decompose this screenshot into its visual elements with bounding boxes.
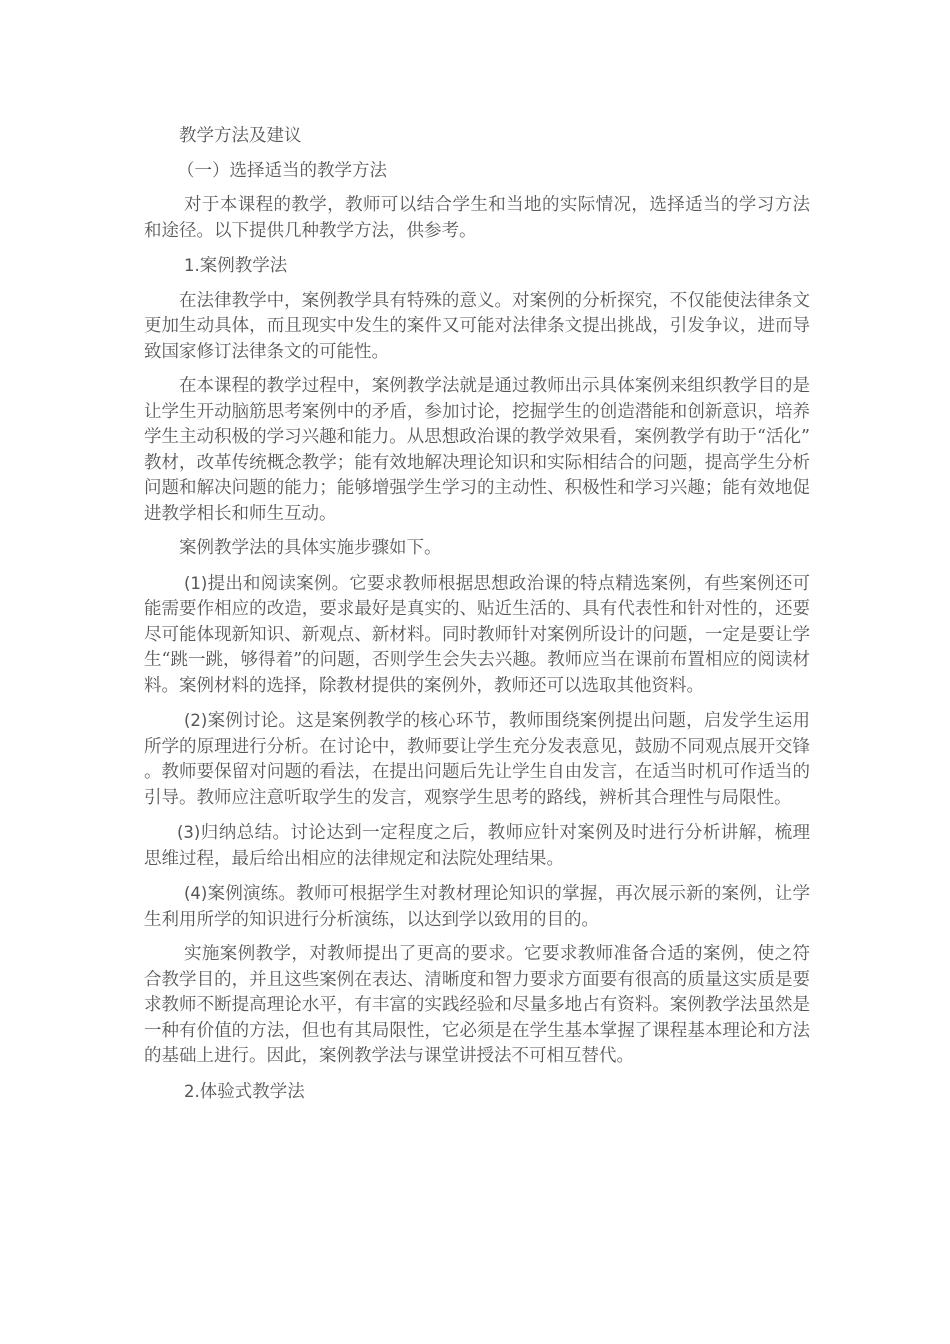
paragraph-2-text: 在本课程的教学过程中，案例教学法就是通过教师出示具体案例来组织教学目的是让学生开动脑筋思考案例中的矛盾，参加讨论，挖掘学生的创造潜能和创新意识，培养学生主动积极的学习兴趣和能力。从思想政治课的教学效果看，案例教学有助于“活化”教材，改革传统概念教学；能有效地解决理论知识和实际相结合的问题，提高学生分析问题和解决问题的能力；能够增强学生学习的主动性、积极性和学习兴趣；能有效地促进教学相长和师生互动。 xyxy=(144,376,810,524)
document-title xyxy=(144,124,810,150)
step-2-text: 案例讨论。这是案例教学的核心环节，教师围绕案例提出问题，启发学生运用所学的原理进行分析。在讨论中，教师要让学生充分发表意见，鼓励不同观点展开交锋。教师要保留对问题的看法，在提出问题后先让学生自由发言，在适当时机可作适当的引导。教师应注意听取学生的发言，观察学生思考的路线，辨析其合理性与局限性。 xyxy=(144,711,810,808)
step-4-text: 案例演练。教师可根据学生对教材理论知识的掌握，再次展示新的案例，让学生利用所学的知识进行分析演练，以达到学以致用的目的。 xyxy=(144,884,810,930)
intro-text: 对于本课程的教学，教师可以结合学生和当地的实际情况，选择适当的学习方法和途径。以下提供几种教学方法，供参考。 xyxy=(144,195,810,241)
paragraph-4-text: 实施案例教学，对教师提出了更高的要求。它要求教师准备合适的案例，使之符合教学目的，并且这些案例在表达、清晰度和智力要求方面要有很高的质量这实质是要求教师不断提高理论水平，有丰富的实践经验和尽量多地占有资料。案例教学法虽然是一种有价值的方法，但也有其局限性，它必须是在学生基本掌握了课程基本理论和方法的基础上进行。因此，案例教学法与课堂讲授法不可相互替代。 xyxy=(144,944,810,1066)
step-3-number: (3) xyxy=(177,823,201,842)
method-2-number: 2. xyxy=(184,1081,200,1101)
step-4-paragraph xyxy=(144,881,810,933)
method-1-title: 案例教学法 xyxy=(199,256,288,276)
step-1-text: 提出和阅读案例。它要求教师根据思想政治课的特点精选案例，有些案例还可能需要作相应的改造，要求最好是真实的、贴近生活的、具有代表性和针对性的，还要尽可能体现新知识、新观点、新材料。同时教师针对案例所设计的问题，一定是要让学生“跳一跳，够得着”的问题，否则学生会失去兴趣。教师应当在课前布置相应的阅读材料。案例材料的选择，除教材提供的案例外，教师还可以选取其他资料。 xyxy=(144,573,810,696)
paragraph-1-text: 在法律教学中，案例教学具有特殊的意义。对案例的分析探究，不仅能使法律条文更加生动具体，而且现实中发生的案件又可能对法律条文提出挑战，引发争议，进而导致国家修订法律条文的可能性。 xyxy=(144,290,810,362)
document-body xyxy=(144,124,810,1114)
method-1-heading xyxy=(144,253,810,280)
paragraph-1 xyxy=(144,289,810,366)
section-heading xyxy=(144,159,810,185)
section-heading-text: （一）选择适当的教学方法 xyxy=(177,160,387,181)
step-3-paragraph xyxy=(144,820,810,872)
paragraph-3 xyxy=(144,536,810,562)
step-1-number: (1) xyxy=(184,573,208,593)
step-2-number: (2) xyxy=(184,711,208,730)
paragraph-3-text: 案例教学法的具体实施步骤如下。 xyxy=(179,538,442,558)
method-2-title: 体验式教学法 xyxy=(199,1081,305,1102)
paragraph-4 xyxy=(144,942,810,1070)
step-2-paragraph xyxy=(144,708,810,811)
step-4-number: (4) xyxy=(184,884,208,903)
step-3-text: 归纳总结。讨论达到一定程度之后，教师应针对案例及时进行分析讲解，梳理思维过程，最后给出相应的法律规定和法院处理结果。 xyxy=(144,823,810,869)
paragraph-2 xyxy=(144,374,810,527)
document-title-text: 教学方法及建议 xyxy=(179,126,302,146)
step-1-paragraph xyxy=(144,571,810,700)
method-1-number: 1. xyxy=(184,256,200,275)
intro-paragraph xyxy=(144,193,810,244)
method-2-heading xyxy=(144,1079,810,1106)
